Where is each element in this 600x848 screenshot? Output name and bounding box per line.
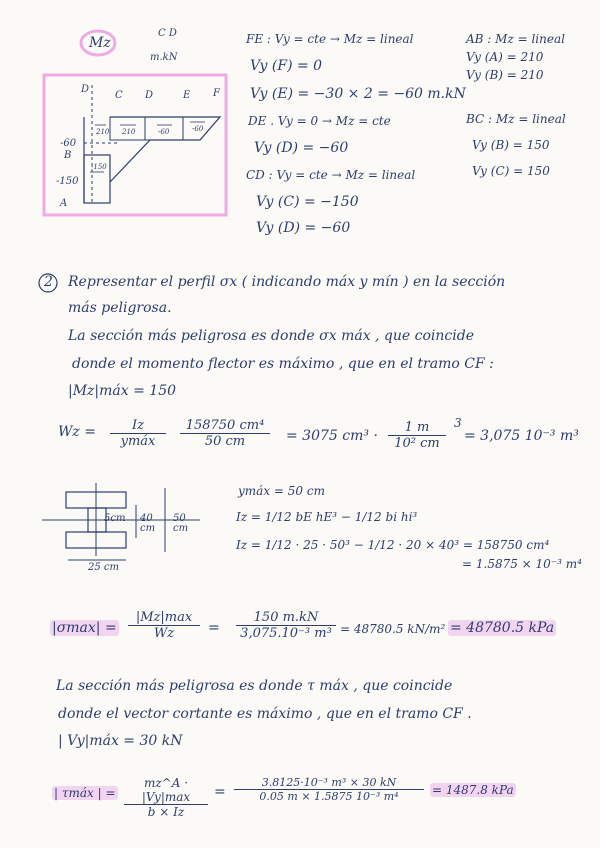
dim-40-unit: cm	[140, 523, 156, 534]
para1-line-3: |Mz|máx = 150	[68, 383, 177, 399]
eq-de: DE . Vy = 0 → Mz = cte	[248, 114, 391, 128]
tau-f2-num: 3.8125·10⁻³ m³ × 30 kN	[234, 776, 424, 790]
para1-line-2: donde el momento flector es máximo , que en el tramo CF :	[72, 356, 494, 372]
para2-line-3: | Vy|máx = 30 kN	[58, 733, 183, 749]
region-label-1: 210	[96, 128, 110, 136]
point-c: C	[115, 90, 123, 101]
iz-formula: Iz = 1/12 bE hE³ − 1/12 bi hi³	[236, 510, 418, 524]
para2-line-1: La sección más peligrosa es donde τ máx , que coincide	[56, 678, 453, 694]
region-label-3: -60	[158, 128, 170, 136]
point-d: D	[145, 90, 154, 101]
point-d-top: D	[81, 84, 90, 95]
diagram-top-label-2: m.kN	[150, 52, 178, 63]
eq-vy-b: Vy (B) = 210	[466, 68, 544, 82]
para1-line-1: La sección más peligrosa es donde σx máx , que coincide	[68, 328, 474, 344]
tau-fraction-1	[124, 776, 208, 819]
tau-eq: =	[214, 784, 226, 800]
sigma-fraction-2	[236, 610, 336, 641]
sigma-f2-den: 3,075.10⁻³ m³	[240, 626, 332, 641]
region-label-2: 210	[122, 128, 136, 136]
wz-f2-num: 158750 cm⁴	[180, 418, 270, 434]
eq-vy-c: Vy (C) = −150	[256, 194, 359, 210]
sigma-mid: = 48780.5 kN/m²	[340, 622, 446, 636]
point-f: F	[213, 88, 220, 99]
para2-line-2: donde el vector cortante es máximo , que en el tramo CF .	[58, 706, 472, 722]
tau-f1-den: b × Iz	[147, 805, 185, 819]
wz-f3-den: 10² cm	[394, 436, 440, 451]
tau-f2-den: 0.05 m × 1.5875 10⁻³ m⁴	[259, 790, 399, 803]
wz-f2-den: 50 cm	[204, 434, 246, 449]
sigma-f2-num: 150 m.kN	[236, 610, 336, 626]
eq-bc: BC : Mz = lineal	[466, 112, 566, 126]
wz-f1-num: Iz	[110, 418, 166, 434]
eq-vy-c2: Vy (C) = 150	[472, 164, 550, 178]
eq-vy-d: Vy (D) = −60	[254, 140, 349, 156]
axis-value-60: -60	[60, 138, 77, 149]
sigma-result: = 48780.5 kPa	[450, 620, 555, 636]
sigma-f1-num: |Mz|max	[128, 610, 200, 626]
sigma-fraction-1	[128, 610, 200, 641]
eq-fe: FE : Vy = cte → Mz = lineal	[246, 32, 414, 46]
wz-lhs: Wz =	[58, 424, 96, 440]
point-b: B	[64, 150, 72, 161]
sigma-eq: =	[208, 620, 220, 636]
region-label-4: -60	[192, 125, 204, 133]
point-a: A	[60, 198, 68, 209]
dim-width-label: 25 cm	[88, 562, 119, 573]
iz-ymax: ymáx = 50 cm	[238, 484, 325, 498]
diagram-title: Mz	[89, 35, 111, 51]
wz-rhs-1: = 3075 cm³ ·	[286, 428, 378, 444]
question-line-1: Representar el perfil σx ( indicando máx y mín ) en la sección	[68, 274, 506, 290]
wz-rhs-2: = 3,075 10⁻³ m³	[464, 428, 579, 444]
wz-f1-den: ymáx	[120, 434, 156, 449]
eq-vy-b2: Vy (B) = 150	[472, 138, 550, 152]
sigma-f1-den: Wz	[153, 626, 175, 641]
eq-vy-e: Vy (E) = −30 × 2 = −60 m.kN	[250, 86, 466, 102]
question-number: 2	[44, 274, 53, 290]
eq-cd: CD : Vy = cte → Mz = lineal	[246, 168, 416, 182]
tau-fraction-2	[234, 776, 424, 803]
dim-50-unit: cm	[173, 523, 189, 534]
tau-label: | τmáx | =	[54, 786, 116, 800]
eq-vy-f: Vy (F) = 0	[250, 58, 323, 74]
dim-50-label: 50	[173, 513, 186, 524]
sigma-label: |σmax| =	[52, 620, 117, 636]
dim-inner-label: 5cm	[104, 513, 126, 524]
wz-f3-num: 1 m	[388, 420, 446, 436]
tau-result: = 1487.8 kPa	[432, 783, 514, 797]
dim-40-label: 40	[140, 513, 153, 524]
eq-vy-d2: Vy (D) = −60	[256, 220, 351, 236]
eq-ab: AB : Mz = lineal	[466, 32, 565, 46]
point-e: E	[183, 90, 191, 101]
wz-exponent: 3	[454, 416, 462, 430]
tau-f1-num: mz^A · |Vy|max	[124, 776, 208, 805]
question-line-2: más peligrosa.	[68, 300, 172, 316]
eq-vy-a: Vy (A) = 210	[466, 50, 544, 64]
iz-calc: Iz = 1/12 · 25 · 50³ − 1/12 · 20 × 40³ = 158750 cm⁴	[236, 538, 550, 552]
iz-result: = 1.5875 × 10⁻³ m⁴	[462, 557, 582, 571]
axis-value-150: -150	[56, 176, 79, 187]
diagram-top-label-1: C D	[158, 28, 177, 39]
region-label-5: -150	[91, 163, 107, 171]
